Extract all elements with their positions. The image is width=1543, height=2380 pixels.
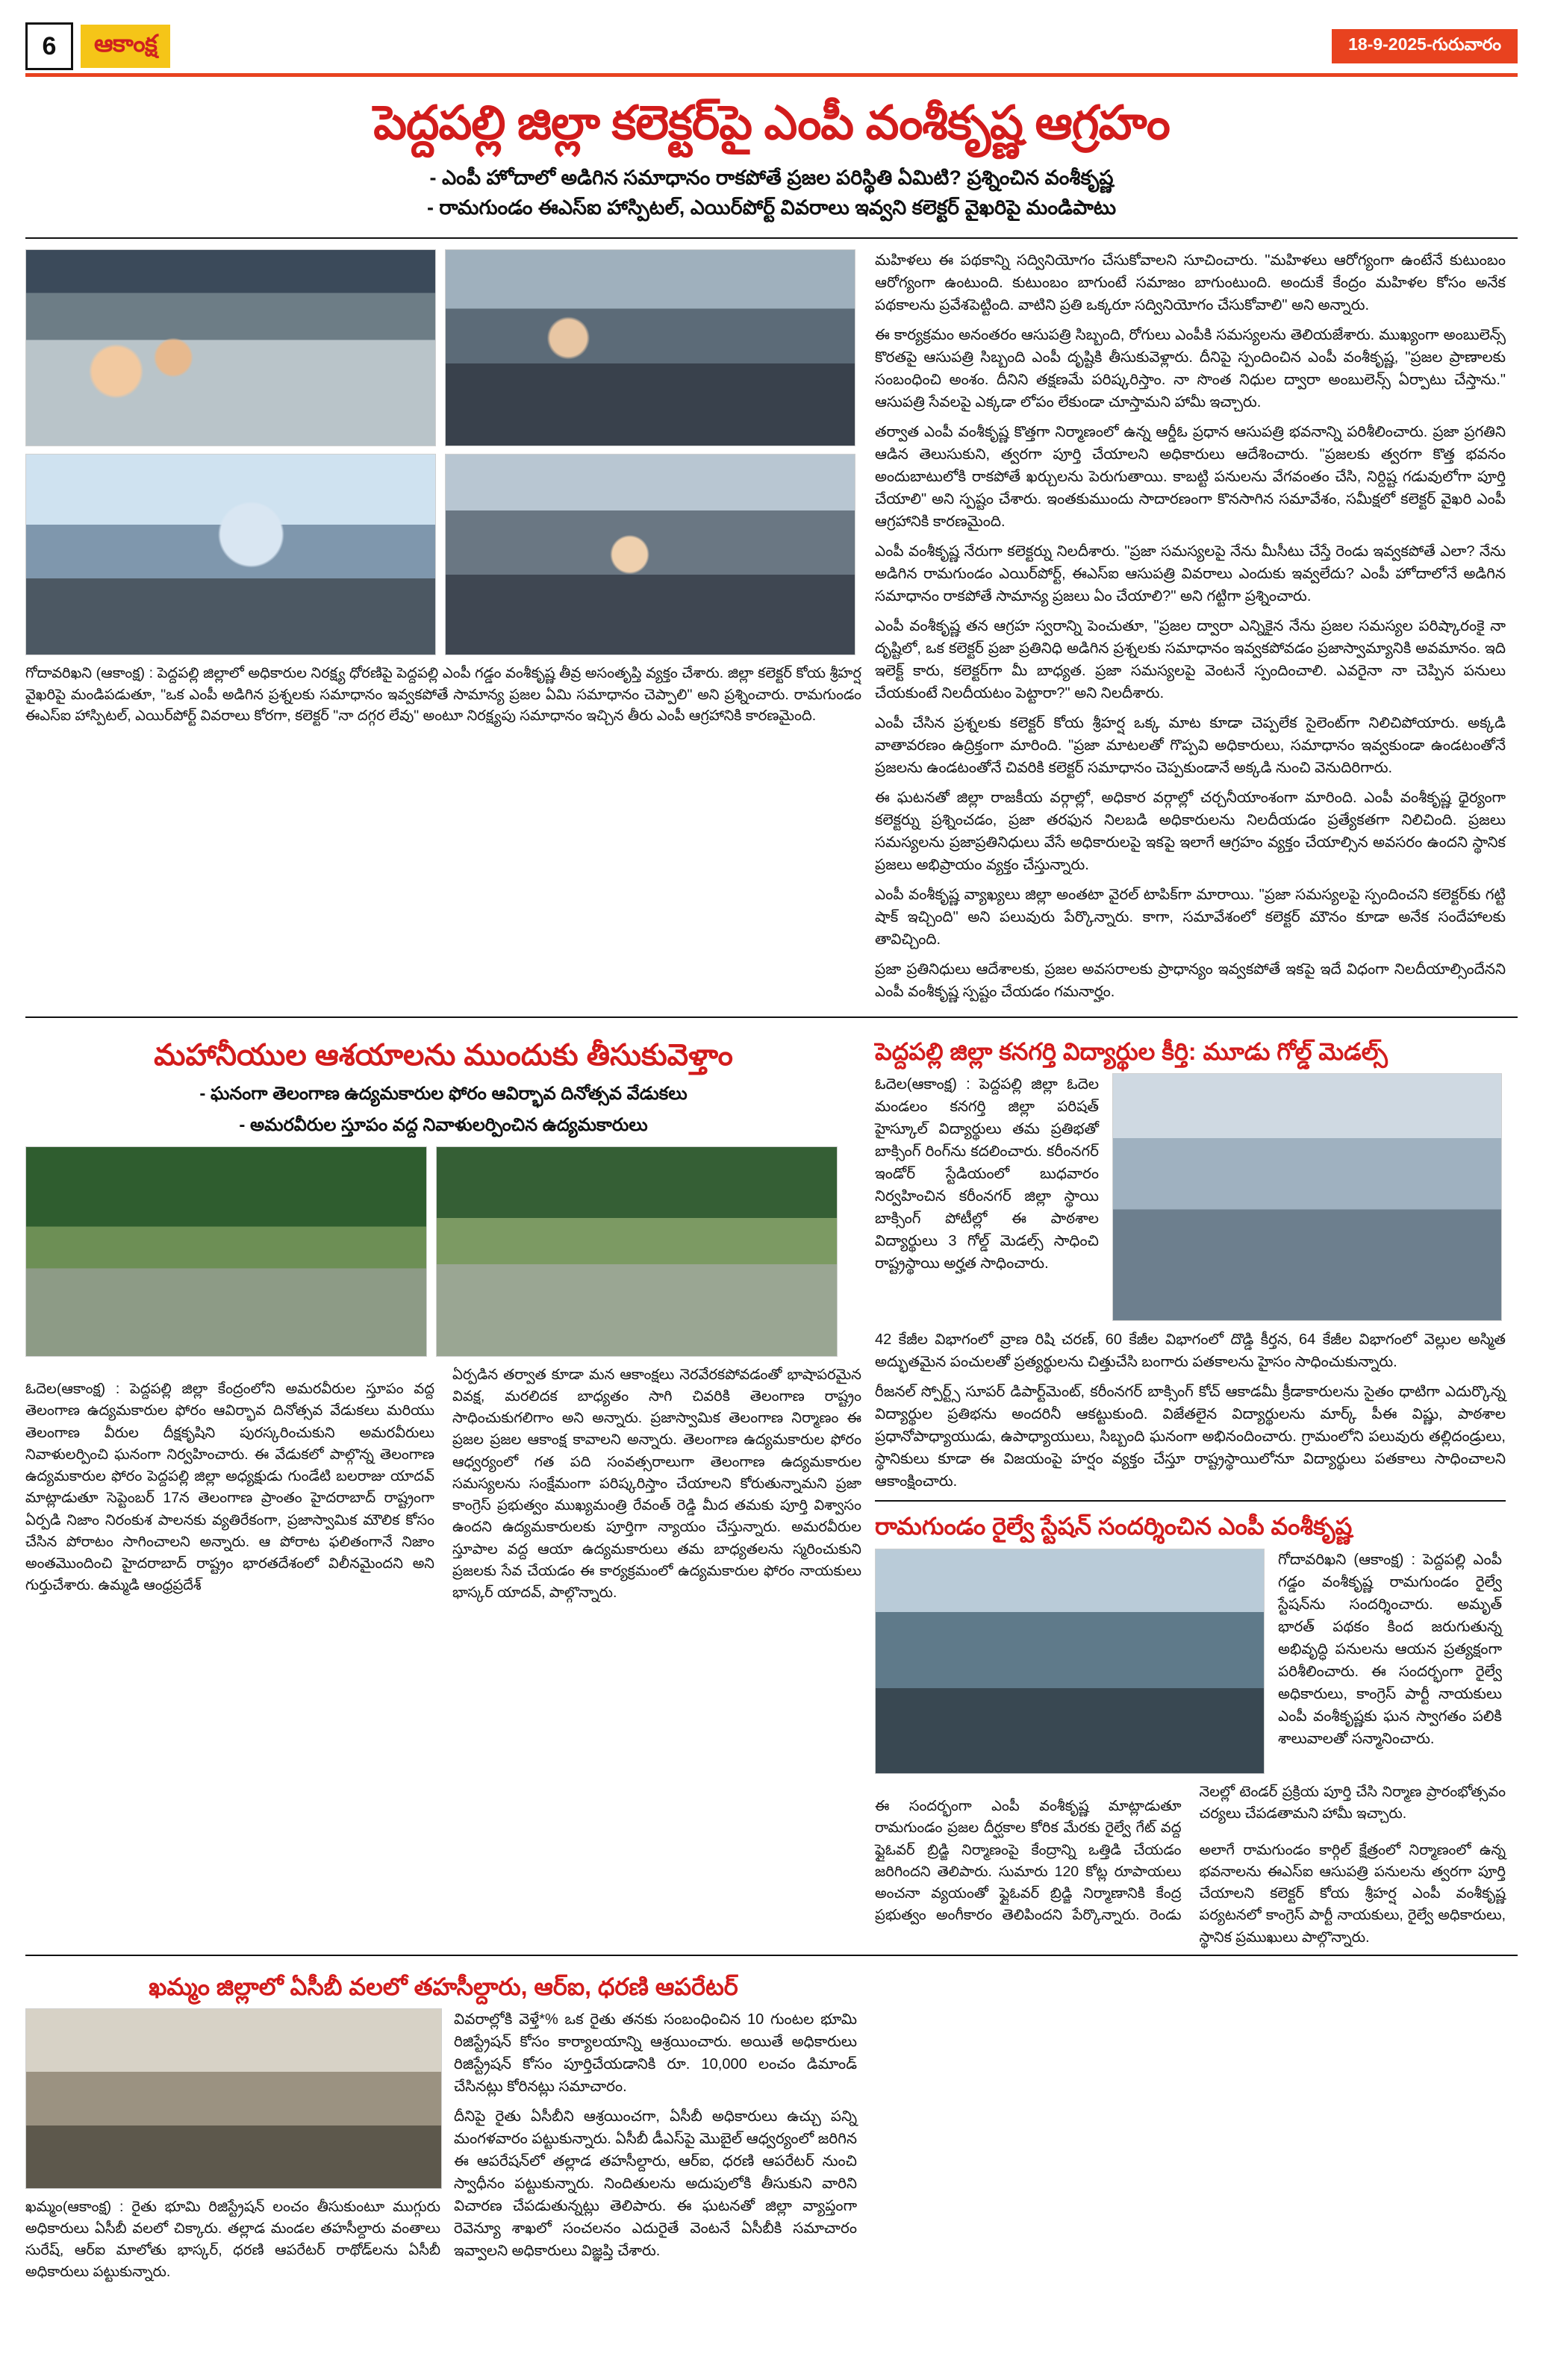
mp-speech-photo <box>25 454 436 655</box>
lead-paragraph: ఎంపీ వంశీకృష్ణ తన ఆగ్రహ స్వరాన్ని పెంచుతూ, "ప్రజల ద్వారా ఎన్నికైన నేను ప్రజల సమస్యల పరిష్కారంకై నా దృష్టిలో, ఒక కలెక్టర్ ప్రజా ప్రతినిధి అడిగిన ప్రశ్నలకు సమాధానం ఇవ్వకపోవడం ప్రజాస్వామ్యానికి అవమానం. ఇది ఇలెక్ట్ కారు, కలెక్టర్‌గా మీ బాధ్యత. ప్రజా సమస్యలపై వెంటనే స్పందించాలి. ఎవరైనా నా చెప్పిన పనులు చేయకుంటే నిలదీయటం పెట్టారా?" అని నిలదీశారు. <box>875 617 1506 702</box>
khammam-photo-column <box>25 2008 440 2282</box>
railway-headline: రామగుండం రైల్వే స్టేషన్ సందర్శించిన ఎంపీ వంశీకృష్ణ <box>875 1513 1353 1540</box>
boxing-lead-row <box>875 1073 1506 1321</box>
mahaniyulu-body <box>25 1364 861 1615</box>
story-mahaniyulu <box>25 1034 861 1615</box>
boxing-paragraph: 42 కేజీల విభాగంలో వ్రాణ రిషి చరణ్, 60 కేజీల విభాగంలో దొడ్డి కీర్తన, 64 కేజీల విభాగంలో వెల్లుల అస్మిత అద్భుతమైన పంచులతో ప్రత్యర్థులను చిత్తుచేసి బంగారు పతకాలను హైసం సాధించుకున్నారు. <box>875 1331 1506 1371</box>
railway-station-visit-photo <box>875 1549 1265 1774</box>
story-boxing <box>875 1034 1506 1949</box>
mp-crowd-photo <box>445 249 855 446</box>
lead-photo-caption: గోదావరిఖని (ఆకాంక్ష) : పెద్దపల్లి జిల్లాలో అధికారుల నిరక్ష్య ధోరణిపై పెద్దపల్లి ఎంపీ గడ్డం వంశీకృష్ణ తీవ్ర అసంతృప్తి వ్యక్తం చేశారు. జిల్లా కలెక్టర్ కోయ శ్రీహర్ష వైఖరిపై మండిపడుతూ, "ఒక ఎంపీ అడిగిన ప్రశ్నలకు సమాధానం ఇవ్వకపోతే సామాన్య ప్రజల ఏమి సమాధానం చెప్పాలి" అని ప్రశ్నించారు. రామగుండం ఈఎస్‌ఐ హాస్పిటల్, ఎయిర్‌పోర్ట్ వివరాలు కోరగా, కలెక్టర్ "నా దగ్గర లేవు" అంటూ నిరక్ష్యపు సమాధానం ఇచ్చిన తీరు ఎంపీ ఆగ్రహానికి కారణమైంది. <box>25 664 861 725</box>
page-number: 6 <box>25 22 73 70</box>
lead-body-column <box>875 249 1506 1011</box>
memorial-tribute-photo <box>436 1146 838 1357</box>
lead-photo-row-1 <box>25 249 861 446</box>
mahaniyulu-paragraph: ఓదెల(ఆకాంక్ష) : పెద్దపల్లి జిల్లా కేంద్రంలోని అమరవీరుల స్తూపం వద్ద తెలంగాణ ఉద్యమకారుల ఫోరం ఆవిర్భావ దినోత్సవ వేడుకలు మరియు తెలంగాణ వీరుల దీక్షకృషిని పురస్కరించుకుని అమరవీరులు నివాళులర్పించి ఘనంగా నిర్వహించారు. ఈ వేడుకలో పాల్గొన్న తెలంగాణ ఉద్యమకారుల ఫోరం పెద్దపల్లి జిల్లా అధ్యక్షుడు గుండేటి బలరాజు యాదవ్ మాట్లాడుతూ సెప్టెంబర్ 17న తెలంగాణ ప్రాంతం హైదరాబాద్ రాష్ట్రంగా ఏర్పడి నిజాం నిరంకుశ పాలనకు వ్యతిరేకంగా, ప్రజాస్వామిక మౌలిక కోసం చేసిన పోరాటం సాగించాలని అన్నారు. ఆ పోరాట ఫలితంగానే నిజాం అంతమొందించి హైదరాబాద్ రాష్ట్రం భారతదేశంలో విలీనమైందని అని గుర్తుచేశారు. ఉమ్మడి ఆంధ్రప్రదేశ్ <box>25 1381 434 1594</box>
ribbon-cutting-photo <box>25 249 436 446</box>
lead-paragraph: ఈ కార్యక్రమం అనంతరం ఆసుపత్రి సిబ్బంది, రోగులు ఎంపీకి సమస్యలను తెలియజేశారు. ముఖ్యంగా అంబులెన్స్ కొరతపై ఆసుపత్రి సిబ్బంది ఎంపీ దృష్టికి తీసుకువెళ్లారు. దీనిపై స్పందించిన ఎంపీ వంశీకృష్ణ, "ప్రజల ప్రాణాలకు సంబంధించి అంశం. దీనిని తక్షణమే పరిష్కరిస్తాం. నా సొంత నిధుల ద్వారా అంబులెన్స్ ఏర్పాటు చేస్తాను." ఆసుపత్రి సేవలపై ఎక్కడా లోపం లేకుండా చూస్తామని హామీ ఇచ్చారు. <box>875 326 1506 410</box>
railway-body <box>875 1781 1506 1949</box>
railway-paragraph: అలాగే రామగుండం కార్గిల్ క్షేత్రంలో నిర్మాణంలో ఉన్న భవనాలను ఈఎస్‌ఐ ఆసుపత్రి పనులను త్వరగా పూర్తి చేయాలని కలెక్టర్ కోయ శ్రీహర్ష ఎంపీ వంశీకృష్ణ పర్యటనలో కాంగ్రెస్ పార్టీ నాయకులు, రైల్వే అధికారులు, స్థానిక ప్రముఖులు పాల్గొన్నారు. <box>1199 1841 1506 1946</box>
lead-subhead-1: - ఎంపీ హోదాలో అడిగిన సమాధానం రాకపోతే ప్రజల పరిస్థితి ఏమిటి? ప్రశ్నించిన వంశీకృష్ణ <box>429 166 1114 190</box>
lead-subheads <box>25 163 1518 222</box>
mp-officials-photo <box>445 454 855 655</box>
boxing-paragraph: రీజనల్ స్పోర్ట్స్ సూపర్ డిపార్ట్‌మెంట్, కరీంనగర్ బాక్సింగ్ కోచ్ ఆకాడమీ క్రీడాకారులను సైతం ధాటిగా ఎదుర్కొన్న విద్యార్థుల ప్రతిభను అందరినీ ఆకట్టుకుంది. విజేతలైన విద్యార్థులను మార్క్ పీఈ విష్ణు, పాఠశాల ప్రధానోపాధ్యాయుడు, ఉపాధ్యాయులు, సిబ్బంది ఘనంగా అభినందించారు. గ్రామంలోని పలువురు తల్లిదండ్రులు, స్థానికులు కూడా ఈ విజయంపై హర్షం వ్యక్తం చేస్తూ రాష్ట్రస్థాయిలోనూ విద్యార్థులు పతకాలు సాధించాలని ఆకాంక్షించారు. <box>875 1384 1506 1490</box>
mahaniyulu-headline: మహానీయుల ఆశయాలను ముందుకు తీసుకువెళ్తాం <box>154 1038 733 1072</box>
boxing-medalists-photo <box>1112 1073 1502 1321</box>
publication-logo <box>81 25 170 68</box>
bottom-right-spacer <box>875 1970 1506 2283</box>
railway-paragraph: ఈ సందర్భంగా ఎంపీ వంశీకృష్ణ మాట్లాడుతూ రామగుండం ప్రజల దీర్ఘకాల కోరిక మేరకు రైల్వే గేట్ వద్ద ఫ్లైఓవర్ బ్రిడ్జి నిర్మాణంపై కేంద్రాన్ని ఒత్తిడి చేయడం జరిగిందని తెలిపారు. సుమారు 120 కోట్ల రూపాయలు అంచనా వ్యయంతో ఫ్లైఓవర్ బ్రిడ్జి నిర్మాణానికి కేంద్ర ప్రభుత్వం అంగీకారం తెలిపిందని పేర్కొన్నారు. రెండు నెలల్లో టెండర్ ప్రక్రియ పూర్తి చేసి నిర్మాణ ప్రారంభోత్సవం చర్యలు చేపడతామని హామీ ఇచ్చారు. <box>875 1783 1506 1924</box>
lead-paragraph: ఎంపీ వంశీకృష్ణ వ్యాఖ్యలు జిల్లా అంతటా వైరల్ టాపిక్‌గా మారాయి. "ప్రజా సమస్యలపై స్పందించని కలెక్టర్‌కు గట్టి షాక్ ఇచ్చింది" అని పలువురు పేర్కొన్నారు. కాగా, సమావేశంలో కలెక్టర్ మౌనం కూడా అనేక సందేహాలకు తావిచ్చింది. <box>875 886 1506 948</box>
khammam-headline: ఖమ్మం జిల్లాలో ఏసీబీ వలలో తహసీల్దారు, ఆర్‌ఐ, ధరణి ఆపరేటర్ <box>149 1973 738 2000</box>
divider <box>25 1016 1518 1018</box>
lead-photo-row-2 <box>25 454 861 655</box>
khammam-paragraph: వివరాల్లోకి వెళ్తే*% ఒక రైతు తనకు సంబంధించిన 10 గుంటల భూమి రిజిస్ట్రేషన్ కోసం కార్యాలయాన్ని ఆశ్రయించారు. అయితే అధికారులు రిజిస్ట్రేషన్ కోసం పూర్తిచేయడానికి రూ. 10,000 లంచం డిమాండ్ చేసినట్లు కోరినట్లు సమాచారం. <box>454 2011 857 2096</box>
mahaniyulu-subhead-1: - ఘనంగా తెలంగాణ ఉద్యమకారుల ఫోరం ఆవిర్భావ దినోత్సవ వేడుకలు <box>199 1083 688 1104</box>
lead-subhead-2: - రామగుండం ఈఎస్‌ఐ హాస్పిటల్, ఎయిర్‌పోర్ట్ వివరాలు ఇవ్వని కలెక్టర్ వైఖరిపై మండిపాటు <box>426 196 1117 219</box>
forum-gathering-photo <box>25 1146 427 1357</box>
lead-paragraph: ప్రజా ప్రతినిధులు ఆదేశాలకు, ప్రజల అవసరాలకు ప్రాధాన్యం ఇవ్వకపోతే ఇకపై ఇదే విధంగా నిలదీయాల్సిందేనని ఎంపీ వంశీకృష్ణ స్పష్టం చేయడం గమనార్హం. <box>875 961 1506 1000</box>
middle-band <box>25 1034 1518 1949</box>
lead-paragraph: తర్వాత ఎంపీ వంశీకృష్ణ కొత్తగా నిర్మాణంలో ఉన్న ఆర్డీఓ ప్రధాన ఆసుపత్రి భవనాన్ని పరిశీలించారు. ప్రజా ప్రగతిని ఆడిన తెలుసుకుని, త్వరగా పూర్తి చేయాలని అధికారులు ఆదేశించారు. "ప్రజలకు త్వరగా కొత్త భవనం అందుబాటులోకి రాకపోతే ఖర్చులను పెరుగుతాయి. కాబట్టి పనులను వేగవంతం చేసి, నిర్దిష్ట గడువులోగా పూర్తి చేయాలి" అని స్పష్టం చేశారు. ఇంతకుముందు సాదారణంగా కొనసాగిన సమావేశం, సమీక్షలో కలెక్టర్ వైఖరి ఎంపీ ఆగ్రహానికి కారణమైంది. <box>875 423 1506 530</box>
boxing-paragraph: ఓదెల(ఆకాంక్ష) : పెద్దపల్లి జిల్లా ఓదెల మండలం కనగర్తి జిల్లా పరిషత్ హైస్కూల్ విద్యార్థులు తమ ప్రతిభతో బాక్సింగ్ రింగ్‌ను కదలించారు. కరీంనగర్ ఇండోర్ స్టేడియంలో బుధవారం నిర్వహించిన కరీంనగర్ జిల్లా స్థాయి బాక్సింగ్ పోటీల్లో ఈ పాఠశాల విద్యార్థులు 3 గోల్డ్ మెడల్స్ సాధించి రాష్ట్రస్థాయి అర్హత సాధించారు. <box>875 1076 1099 1272</box>
lead-headline: పెద్దపల్లి జిల్లా కలెక్టర్‌పై ఎంపీ వంశీకృష్ణ ఆగ్రహం <box>373 97 1170 149</box>
divider <box>25 1955 1518 1956</box>
railway-intro-column <box>1278 1549 1502 1758</box>
boxing-headline: పెద్దపల్లి జిల్లా కనగర్తి విద్యార్థుల కీర్తి: మూడు గోల్డ్ మెడల్స్ <box>875 1037 1388 1065</box>
khammam-content-row <box>25 2008 861 2282</box>
mahaniyulu-photo-row <box>25 1146 861 1357</box>
khammam-photo-caption: ఖమ్మం(ఆకాంక్ష) : రైతు భూమి రిజిస్ట్రేషన్ లంచం తీసుకుంటూ ముగ్గురు అధికారులు ఏసీబీ వలలో చిక్కారు. తల్లాడ మండల తహసీల్దారు వంతాలు సురేష్, ఆర్‌ఐ మాలోతు భాస్కర్, ధరణి ఆపరేటర్ రాథోడ్‌లను ఏసీబీ అధికారులు పట్టుకున్నారు. <box>25 2199 440 2280</box>
publication-name: ఆకాంక్ష <box>94 29 158 57</box>
khammam-body-column <box>454 2008 857 2270</box>
mahaniyulu-paragraph: ఏర్పడిన తర్వాత కూడా మన ఆకాంక్షలు నెరవేరకపోవడంతో భాషాపరమైన వివక్ష, మరలిదక బాధ్యతం సాగి చివరికి తెలంగాణ రాష్ట్రం సాధించుకుగలిగాం అని అన్నారు. ప్రజాస్వామిక తెలంగాణ నిర్మాణం ఈ ప్రజల ప్రజల ఆకాంక్ష కావాలని అన్నారు. తెలంగాణ ఉద్యమకారుల ఫోరం ఆధ్వర్యంలో గత పది సంవత్సరాలుగా తెలంగాణ ఉద్యమకారుల సమస్యలను సంక్షేమంగా పరిష్కరిస్తాం చేయాలని కోరుతున్నామని ప్రజా కాంగ్రెస్ ప్రభుత్వం ముఖ్యమంత్రి రేవంత్ రెడ్డి మీద తమకు పూర్తి విశ్వాసం ఉందని ఉద్యమకారులకు పూర్తిగా న్యాయం చేస్తున్నారు. అమరవీరుల స్తూపాల వద్ద ఆయా ఉద్యమకారులు తమ బాధ్యతలను స్మరించుకుని ప్రజలకు సేవ చేయడం ఈ కార్యక్రమంలో ఉద్యమకారుల ఫోరం నాయకులు భాస్కర్ యాదవ్, పాల్గొన్నారు. <box>452 1366 861 1602</box>
bottom-band <box>25 1970 1518 2283</box>
boxing-intro-column <box>875 1073 1099 1282</box>
lead-left-column <box>25 249 861 728</box>
masthead-spacer <box>170 19 1332 73</box>
lead-paragraph: ఎంపీ వంశీకృష్ణ నేరుగా కలెక్టర్ను నిలదీశారు. "ప్రజా సమస్యలపై నేను మీసీటు చేస్తే రెండు ఇవ్వకపోతే ఎలా? నేను అడిగిన రామగుండం ఎయిర్‌పోర్ట్, ఈఎస్‌ఐ ఆసుపత్రి వివరాలు ఎందుకు ఇవ్వలేదు? ఎంపీ హోదాలోనే అడిగిన సమాధానం రాకపోతే సామాన్య ప్రజలు ఏం చేయాలి?" అని గట్టిగా ప్రశ్నించారు. <box>875 543 1506 605</box>
mahaniyulu-subhead-2: - అమరవీరుల స్తూపం వద్ద నివాళులర్పించిన ఉద్యమకారులు <box>239 1114 648 1135</box>
railway-paragraph: గోదావరిఖని (ఆకాంక్ష) : పెద్దపల్లి ఎంపీ గడ్డం వంశీకృష్ణ రామగుండం రైల్వే స్టేషన్‌ను సందర్శించారు. అమృత్ భారత్ పథకం కింద జరుగుతున్న అభివృద్ధి పనులను ఆయన ప్రత్యక్షంగా పరిశీలించారు. ఈ సందర్భంగా రైల్వే అధికారులు, కాంగ్రెస్ పార్టీ నాయకులు ఎంపీ వంశీకృష్ణకు ఘన స్వాగతం పలికి శాలువాలతో సన్మానించారు. <box>1278 1551 1502 1747</box>
lead-paragraph: మహిళలు ఈ పథకాన్ని సద్వినియోగం చేసుకోవాలని సూచించారు. "మహిళలు ఆరోగ్యంగా ఉంటేనే కుటుంబం ఆరోగ్యంగా ఉంటుంది. కుటుంబం బాగుంటే సమాజం బాగుంటుంది. అందుకే కేంద్రం మహిళల కోసం అనేక పథకాలను ప్రవేశపెట్టింది. వాటిని ప్రతి ఒక్కరూ సద్వినియోగం చేసుకోవాలి" అని అన్నారు. <box>875 252 1506 313</box>
khammam-paragraph: దీనిపై రైతు ఏసీబీని ఆశ్రయించగా, ఏసీబీ అధికారులు ఉచ్చు పన్ని మంగళవారం పట్టుకున్నారు. ఏసీబీ డీఎస్‌పై మొబైల్ ఆధ్వర్యంలో జరిగిన ఈ ఆపరేషన్‌లో తల్లాడ తహసీల్దారు, ఆర్‌ఐ, ధరణి ఆపరేటర్ నుంచి స్వాధీనం పట్టుకున్నారు. నిందితులను అదుపులోకి తీసుకుని వారిని విచారణ చేపడుతున్నట్లు తెలిపారు. ఈ ఘటనతో జిల్లా వ్యాప్తంగా రెవెన్యూ శాఖలో సంచలనం ఎదురైతే వెంటనే ఏసీబీకి సమాచారం ఇవ్వాలని అధికారులు విజ్ఞప్తి చేశారు. <box>454 2108 857 2260</box>
railway-lead-row <box>875 1549 1506 1774</box>
issue-date: 18-9-2025-గురువారం <box>1332 29 1518 63</box>
masthead <box>25 19 1518 77</box>
lead-paragraph: ఎంపీ చేసిన ప్రశ్నలకు కలెక్టర్ కోయ శ్రీహర్ష ఒక్క మాట కూడా చెప్పలేక సైలెంట్‌గా నిలిచిపోయారు. అక్కడి వాతావరణం ఉద్రిక్తంగా మారింది. "ప్రజా మాటలతో గొప్పవి అధికారులు, సమాధానం ఇవ్వకుండా ఉండటంతోనే ప్రజలను ఉండటంతోనే చివరికి కలెక్టర్ సమాధానం చెప్పకుండానే అక్కడి నుంచి వెనుదిరిగారు. <box>875 714 1506 776</box>
lead-story <box>25 249 1518 1011</box>
divider <box>25 237 1518 239</box>
divider <box>875 1500 1506 1502</box>
lead-paragraph: ఈ ఘటనతో జిల్లా రాజకీయ వర్గాల్లో, అధికార వర్గాల్లో చర్చనీయాంశంగా మారింది. ఎంపీ వంశీకృష్ణ ధైర్యంగా కలెక్టర్ను ప్రశ్నించడం, ప్రజా తరఫున నిలబడి అధికారులను నిలదీయడం ప్రత్యేకతగా నిలిచింది. ప్రజలు సమస్యలను ప్రజాప్రతినిధులు వేసే అధికారులపై ఇకపై ఇలాగే ఆగ్రహం వ్యక్తం చేయాల్సిన అవసరం ఉందని స్థానిక ప్రజలు అభిప్రాయం వ్యక్తం చేస్తున్నారు. <box>875 789 1506 873</box>
boxing-body <box>875 1328 1506 1493</box>
acb-officials-photo <box>25 2008 442 2189</box>
story-khammam <box>25 1970 861 2283</box>
